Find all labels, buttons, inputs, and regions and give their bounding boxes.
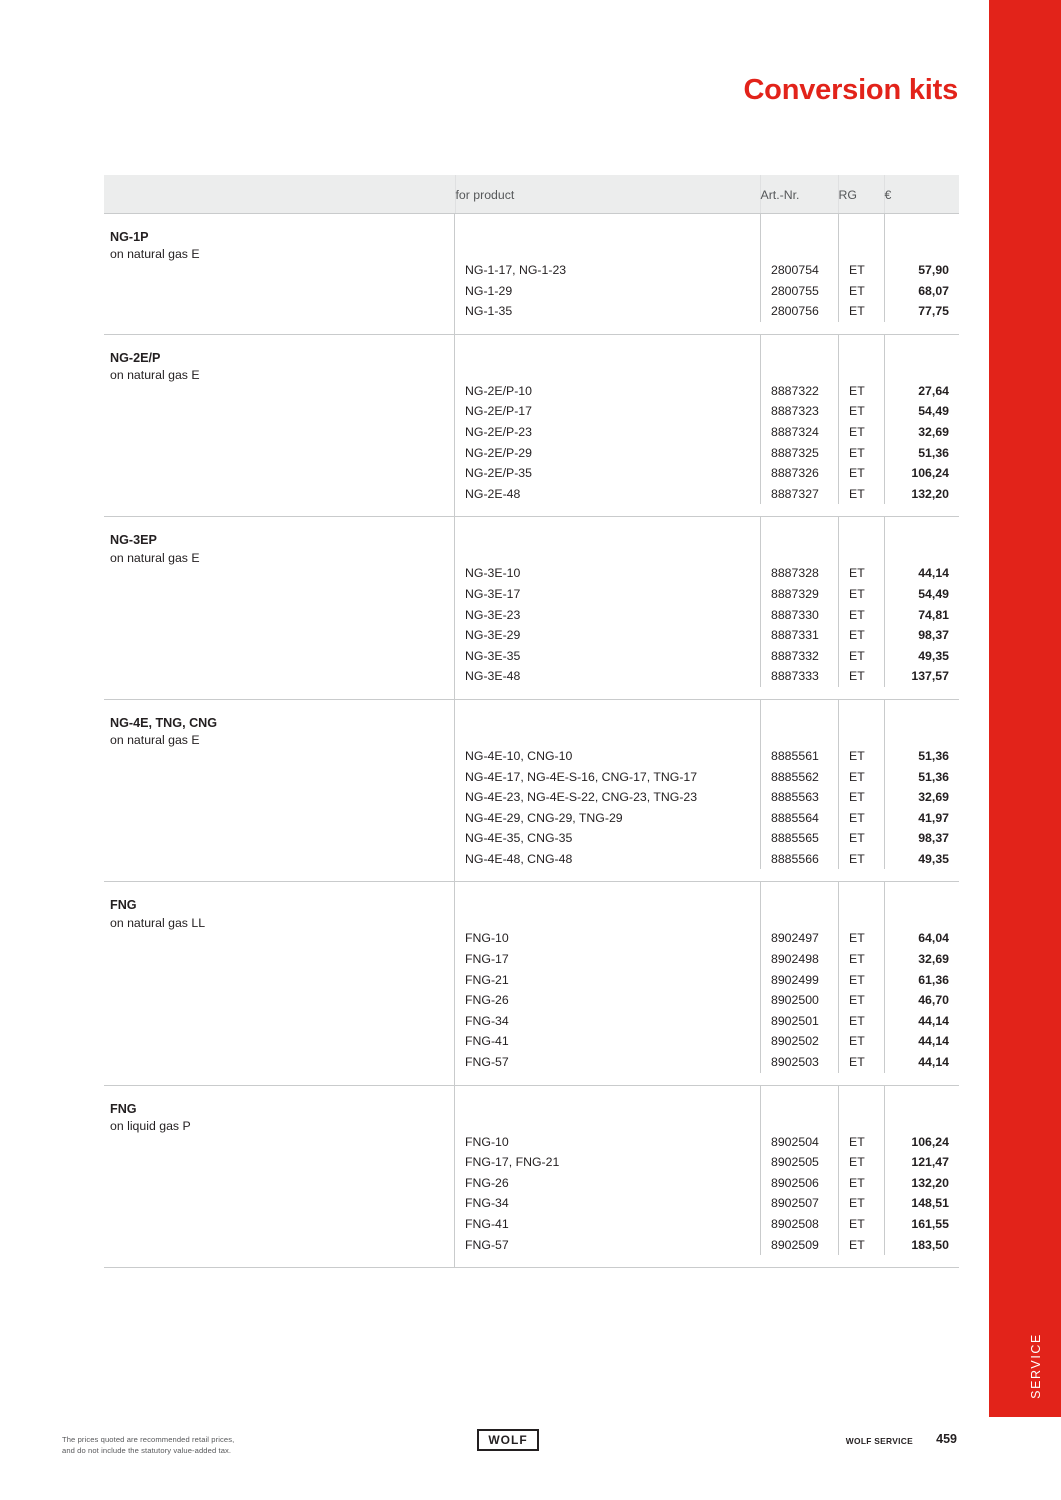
row-price: 68,07 <box>884 281 959 302</box>
row-price: 98,37 <box>884 625 959 646</box>
row-art-nr: 8902501 <box>760 1011 838 1032</box>
row-spacer <box>760 700 838 746</box>
row-product: NG-3E-35 <box>465 648 521 663</box>
row-product: NG-4E-35, CNG-35 <box>465 831 573 846</box>
row-art-nr: 8885562 <box>760 767 838 788</box>
row-rg: ET <box>838 381 884 402</box>
product-group-grid <box>104 214 959 334</box>
row-spacer <box>884 335 959 381</box>
row-art-nr: 8887324 <box>760 422 838 443</box>
product-group <box>104 516 959 699</box>
row-spacer <box>884 882 959 928</box>
row-spacer <box>455 517 760 563</box>
row-rg: ET <box>838 584 884 605</box>
row-art-nr: 2800756 <box>760 301 838 322</box>
row-spacer <box>838 1086 884 1132</box>
row-price: 46,70 <box>884 990 959 1011</box>
row-rg: ET <box>838 990 884 1011</box>
row-price: 49,35 <box>884 849 959 870</box>
row-product: NG-1-17, NG-1-23 <box>465 263 567 277</box>
row-art-nr: 8902500 <box>760 990 838 1011</box>
row-price: 183,50 <box>884 1235 959 1256</box>
row-rg: ET <box>838 666 884 687</box>
row-spacer <box>884 1086 959 1132</box>
price-table-container <box>104 175 959 1268</box>
row-art-nr: 8885565 <box>760 828 838 849</box>
row-spacer <box>884 517 959 563</box>
row-art-nr: 8887329 <box>760 584 838 605</box>
row-product: FNG-57 <box>465 1055 509 1070</box>
row-art-nr: 8887332 <box>760 646 838 667</box>
row-price: 64,04 <box>884 928 959 949</box>
group-rows <box>455 517 959 699</box>
footer-service-label: WOLF SERVICE <box>845 1436 913 1446</box>
row-price: 106,24 <box>884 1132 959 1153</box>
row-rg: ET <box>838 1031 884 1052</box>
row-product: NG-3E-10 <box>465 566 521 581</box>
row-rg: ET <box>838 828 884 849</box>
row-art-nr: 8902505 <box>760 1152 838 1173</box>
row-price: 32,69 <box>884 949 959 970</box>
row-rg: ET <box>838 808 884 829</box>
column-header-price: € <box>884 175 959 213</box>
table-header-row <box>104 175 959 213</box>
row-spacer <box>455 700 760 746</box>
row-rg: ET <box>838 1235 884 1256</box>
row-product: NG-4E-23, NG-4E-S-22, CNG-23, TNG-23 <box>465 790 698 805</box>
row-rg: ET <box>838 422 884 443</box>
row-price: 148,51 <box>884 1193 959 1214</box>
row-rg: ET <box>838 849 884 870</box>
group-title: NG-1P <box>110 230 149 244</box>
row-price: 54,49 <box>884 401 959 422</box>
row-rg: ET <box>838 605 884 626</box>
row-rg: ET <box>838 260 884 281</box>
group-subtitle: on liquid gas P <box>110 1118 191 1133</box>
group-rows <box>455 1086 959 1268</box>
row-rg: ET <box>838 301 884 322</box>
column-header-name <box>104 175 455 213</box>
row-product: FNG-57 <box>465 1237 509 1252</box>
footer-note <box>62 1434 234 1456</box>
row-art-nr: 8887322 <box>760 381 838 402</box>
row-spacer <box>455 882 760 928</box>
side-bar-label: SERVICE <box>1029 1333 1043 1399</box>
row-price: 51,36 <box>884 746 959 767</box>
row-art-nr: 8887331 <box>760 625 838 646</box>
row-price: 161,55 <box>884 1214 959 1235</box>
row-art-nr: 8887323 <box>760 401 838 422</box>
row-art-nr: 8902499 <box>760 970 838 991</box>
row-spacer <box>838 882 884 928</box>
row-product: FNG-26 <box>465 993 509 1008</box>
wolf-logo-text: WOLF <box>477 1429 539 1451</box>
row-spacer <box>760 214 838 260</box>
row-product: NG-4E-48, CNG-48 <box>465 851 573 866</box>
row-rg: ET <box>838 1214 884 1235</box>
row-spacer <box>760 517 838 563</box>
group-rows <box>455 214 959 334</box>
row-spacer <box>884 700 959 746</box>
row-product: NG-2E/P-35 <box>465 466 532 481</box>
column-header-rg: RG <box>838 175 884 213</box>
wolf-logo <box>477 1429 539 1453</box>
row-rg: ET <box>838 970 884 991</box>
group-label-cell <box>104 335 455 517</box>
row-rg: ET <box>838 443 884 464</box>
row-product: NG-2E-48 <box>465 486 521 501</box>
row-art-nr: 8885564 <box>760 808 838 829</box>
row-rg: ET <box>838 767 884 788</box>
row-price: 121,47 <box>884 1152 959 1173</box>
row-product: NG-1-35 <box>465 304 513 319</box>
row-art-nr: 8902507 <box>760 1193 838 1214</box>
row-price: 106,24 <box>884 463 959 484</box>
row-price: 32,69 <box>884 422 959 443</box>
row-art-nr: 8902506 <box>760 1173 838 1194</box>
row-art-nr: 8887326 <box>760 463 838 484</box>
row-spacer <box>760 335 838 381</box>
row-rg: ET <box>838 281 884 302</box>
row-product: NG-3E-29 <box>465 628 521 643</box>
service-side-bar <box>989 0 1061 1417</box>
product-group-grid <box>104 335 959 517</box>
product-group <box>104 213 959 334</box>
group-rows <box>455 335 959 517</box>
product-group <box>104 334 959 517</box>
row-spacer <box>455 335 760 381</box>
row-art-nr: 8887333 <box>760 666 838 687</box>
table-body <box>104 213 959 1267</box>
row-product: NG-3E-17 <box>465 586 521 601</box>
row-rg: ET <box>838 484 884 505</box>
row-rg: ET <box>838 1193 884 1214</box>
row-price: 137,57 <box>884 666 959 687</box>
row-product: FNG-17, FNG-21 <box>465 1155 560 1170</box>
row-rg: ET <box>838 463 884 484</box>
row-product: FNG-10 <box>465 931 509 946</box>
product-group-grid <box>104 882 959 1084</box>
group-subtitle: on natural gas E <box>110 247 200 262</box>
group-subtitle: on natural gas E <box>110 550 200 565</box>
column-header-art-nr: Art.-Nr. <box>760 175 838 213</box>
row-product: FNG-17 <box>465 952 509 967</box>
row-price: 51,36 <box>884 443 959 464</box>
product-group <box>104 1085 959 1268</box>
row-rg: ET <box>838 1173 884 1194</box>
row-art-nr: 2800754 <box>760 260 838 281</box>
row-art-nr: 8885566 <box>760 849 838 870</box>
group-rows <box>455 700 959 882</box>
row-product: NG-2E/P-29 <box>465 445 532 460</box>
row-price: 132,20 <box>884 1173 959 1194</box>
product-group-grid <box>104 700 959 882</box>
row-price: 57,90 <box>884 260 959 281</box>
row-price: 77,75 <box>884 301 959 322</box>
row-art-nr: 8902504 <box>760 1132 838 1153</box>
row-rg: ET <box>838 928 884 949</box>
row-product: NG-2E/P-17 <box>465 404 532 419</box>
row-price: 54,49 <box>884 584 959 605</box>
row-price: 44,14 <box>884 1011 959 1032</box>
row-spacer <box>760 882 838 928</box>
row-art-nr: 8887330 <box>760 605 838 626</box>
row-spacer <box>455 1086 760 1132</box>
row-art-nr: 2800755 <box>760 281 838 302</box>
footer-note-line: and do not include the statutory value-added tax. <box>62 1446 232 1455</box>
row-art-nr: 8887327 <box>760 484 838 505</box>
group-subtitle: on natural gas E <box>110 733 200 748</box>
row-product: FNG-41 <box>465 1034 509 1049</box>
row-product: NG-4E-10, CNG-10 <box>465 748 573 763</box>
table-bottom-rule <box>104 1267 959 1268</box>
column-header-product: for product <box>455 175 760 213</box>
row-spacer <box>838 517 884 563</box>
row-price: 32,69 <box>884 787 959 808</box>
row-price: 98,37 <box>884 828 959 849</box>
row-art-nr: 8902503 <box>760 1052 838 1073</box>
group-title: FNG <box>110 898 137 913</box>
row-art-nr: 8885561 <box>760 746 838 767</box>
row-product: FNG-10 <box>465 1134 509 1149</box>
footer-page-number: 459 <box>936 1432 957 1446</box>
group-label-cell <box>104 882 455 1084</box>
row-rg: ET <box>838 1132 884 1153</box>
row-rg: ET <box>838 1152 884 1173</box>
group-label-cell <box>104 1086 455 1268</box>
row-price: 41,97 <box>884 808 959 829</box>
row-price: 51,36 <box>884 767 959 788</box>
group-title: NG-3EP <box>110 533 157 548</box>
product-group <box>104 881 959 1084</box>
price-table <box>104 175 959 213</box>
row-price: 74,81 <box>884 605 959 626</box>
row-price: 49,35 <box>884 646 959 667</box>
row-rg: ET <box>838 746 884 767</box>
row-rg: ET <box>838 1052 884 1073</box>
row-spacer <box>838 335 884 381</box>
row-rg: ET <box>838 563 884 584</box>
product-group <box>104 699 959 882</box>
row-product: NG-3E-23 <box>465 607 521 622</box>
row-spacer <box>760 1086 838 1132</box>
group-subtitle: on natural gas LL <box>110 915 206 930</box>
row-rg: ET <box>838 625 884 646</box>
row-rg: ET <box>838 646 884 667</box>
row-product: NG-1-29 <box>465 283 513 298</box>
row-art-nr: 8885563 <box>760 787 838 808</box>
page-title: Conversion kits <box>743 74 958 106</box>
row-rg: ET <box>838 1011 884 1032</box>
group-label-cell <box>104 517 455 699</box>
row-product: FNG-34 <box>465 1013 509 1028</box>
row-rg: ET <box>838 401 884 422</box>
row-art-nr: 8902508 <box>760 1214 838 1235</box>
row-art-nr: 8887328 <box>760 563 838 584</box>
group-subtitle: on natural gas E <box>110 368 200 383</box>
row-spacer <box>455 214 760 260</box>
row-product: FNG-41 <box>465 1217 509 1231</box>
group-label-cell <box>104 700 455 882</box>
group-title: FNG <box>110 1101 137 1116</box>
row-price: 27,64 <box>884 381 959 402</box>
row-art-nr: 8902502 <box>760 1031 838 1052</box>
product-group-grid <box>104 1086 959 1268</box>
row-art-nr: 8902497 <box>760 928 838 949</box>
row-product: FNG-21 <box>465 972 509 987</box>
row-rg: ET <box>838 787 884 808</box>
group-title: NG-2E/P <box>110 350 161 365</box>
group-rows <box>455 882 959 1084</box>
row-art-nr: 8902498 <box>760 949 838 970</box>
row-spacer <box>838 700 884 746</box>
row-art-nr: 8887325 <box>760 443 838 464</box>
group-label-cell <box>104 214 455 334</box>
table-header <box>104 175 959 213</box>
row-price: 132,20 <box>884 484 959 505</box>
row-product: NG-2E/P-10 <box>465 383 532 398</box>
row-price: 61,36 <box>884 970 959 991</box>
row-art-nr: 8902509 <box>760 1235 838 1256</box>
row-product: FNG-26 <box>465 1175 509 1190</box>
row-spacer <box>838 214 884 260</box>
product-group-grid <box>104 517 959 699</box>
footer-note-line: The prices quoted are recommended retail prices, <box>62 1435 235 1444</box>
row-rg: ET <box>838 949 884 970</box>
row-price: 44,14 <box>884 563 959 584</box>
row-product: NG-2E/P-23 <box>465 424 532 439</box>
row-product: NG-4E-17, NG-4E-S-16, CNG-17, TNG-17 <box>465 769 698 784</box>
row-product: NG-3E-48 <box>465 669 521 684</box>
row-spacer <box>884 214 959 260</box>
row-product: FNG-34 <box>465 1196 509 1211</box>
row-price: 44,14 <box>884 1052 959 1073</box>
group-title: NG-4E, TNG, CNG <box>110 715 218 730</box>
row-product: NG-4E-29, CNG-29, TNG-29 <box>465 810 623 825</box>
row-price: 44,14 <box>884 1031 959 1052</box>
